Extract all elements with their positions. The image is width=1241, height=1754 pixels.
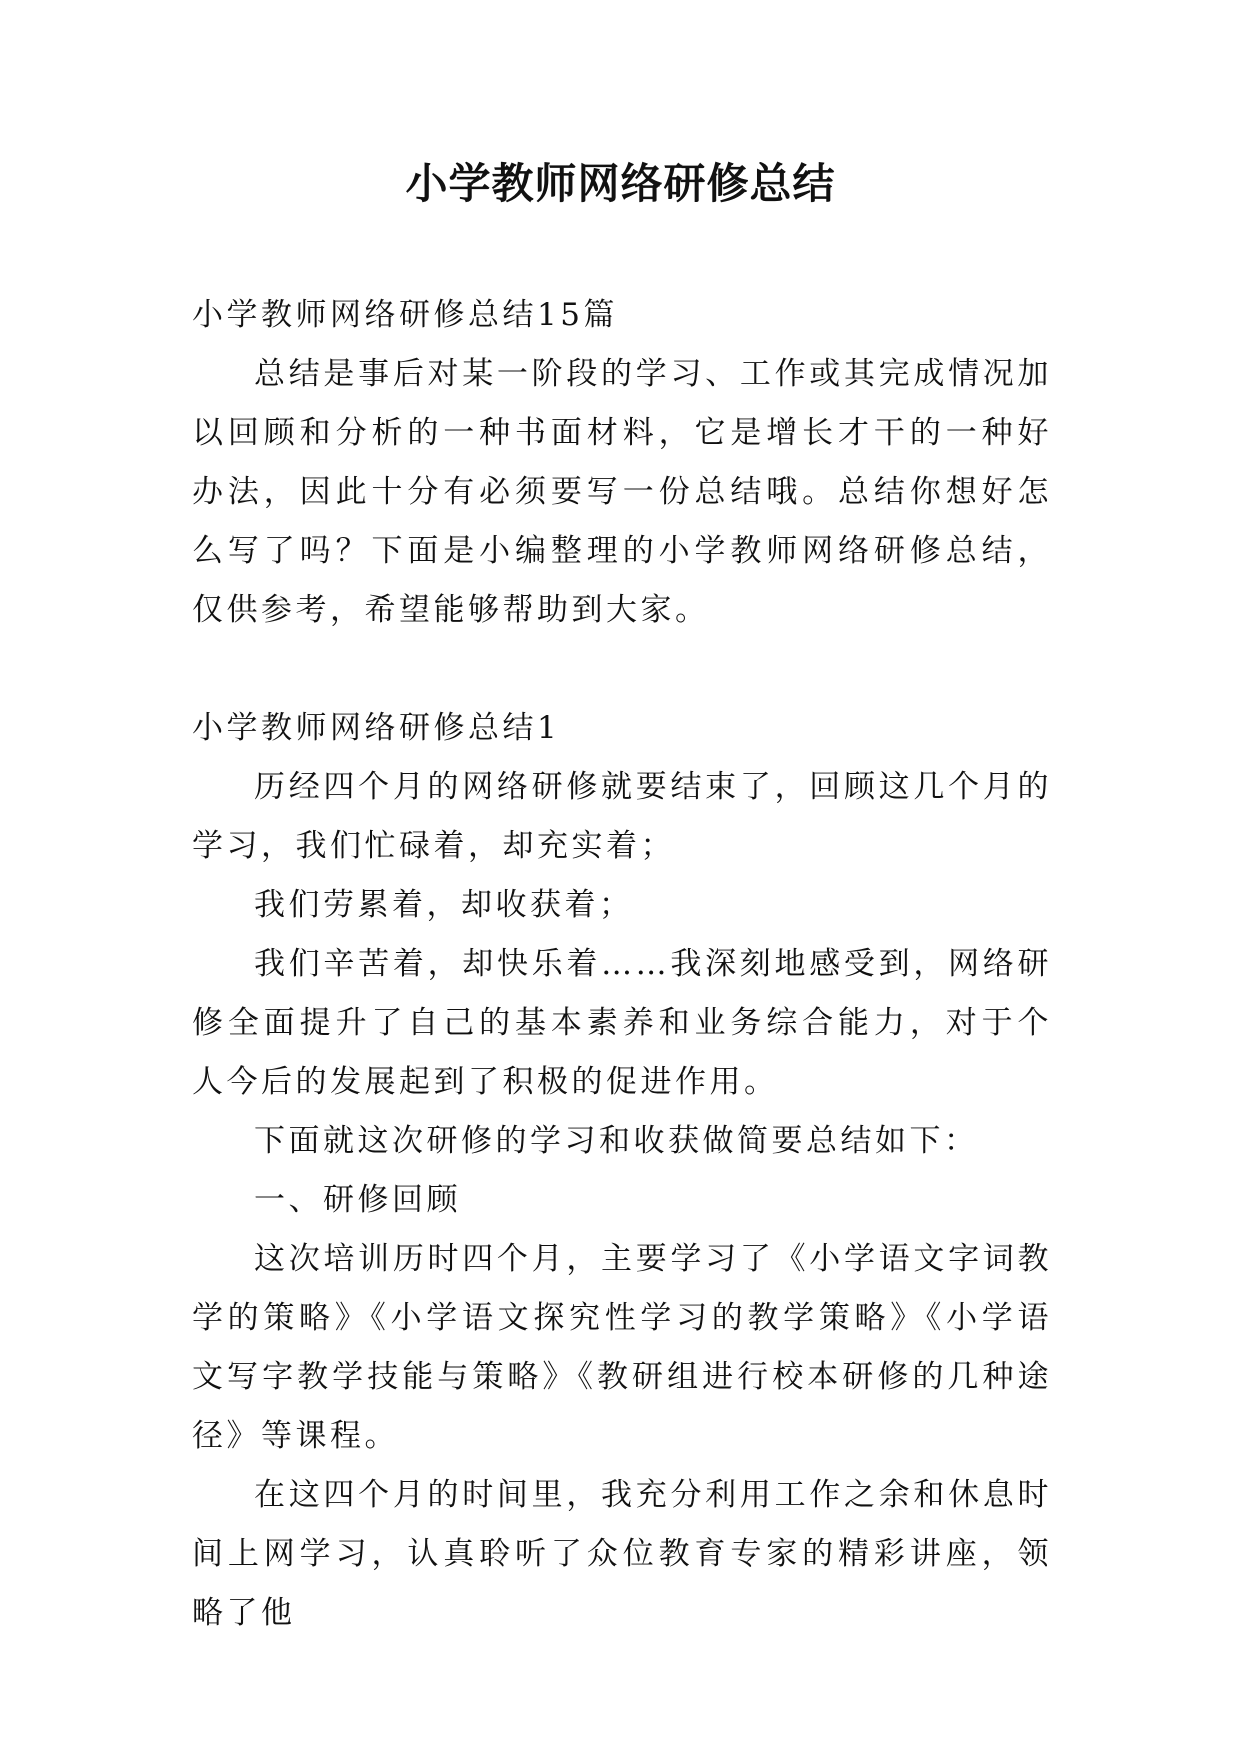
body-paragraph: 下面就这次研修的学习和收获做简要总结如下：	[254, 1123, 979, 1159]
document-body	[192, 286, 1052, 1643]
intro-paragraph: 总结是事后对某一阶段的学习、工作或其完成情况加以回顾和分析的一种书面材料，它是增长才干的一种好办法，因此十分有必须要写一份总结哦。总结你想好怎么写了吗？下面是小编整理的小学教师网络研修总结，仅供参考，希望能够帮助到大家。	[192, 356, 1052, 628]
paragraph-gap	[192, 640, 1052, 699]
body-paragraph: 历经四个月的网络研修就要结束了，回顾这几个月的学习，我们忙碌着，却充实着；	[192, 769, 1052, 864]
section-heading: 小学教师网络研修总结1	[192, 710, 561, 746]
body-paragraph: 我们辛苦着，却快乐着……我深刻地感受到，网络研修全面提升了自己的基本素养和业务综合能力，对于个人今后的发展起到了积极的促进作用。	[192, 946, 1052, 1100]
subtitle-line: 小学教师网络研修总结15篇	[192, 297, 618, 333]
body-paragraph: 这次培训历时四个月，主要学习了《小学语文字词教学的策略》《小学语文探究性学习的教学策略》《小学语文写字教学技能与策略》《教研组进行校本研修的几种途径》等课程。	[192, 1241, 1052, 1454]
page-title: 小学教师网络研修总结	[405, 159, 836, 208]
body-paragraph: 我们劳累着，却收获着；	[254, 887, 634, 923]
body-paragraph: 在这四个月的时间里，我充分利用工作之余和休息时间上网学习，认真聆听了众位教育专家的精彩讲座，领略了他	[192, 1477, 1052, 1631]
subsection-heading: 一、研修回顾	[254, 1182, 461, 1218]
